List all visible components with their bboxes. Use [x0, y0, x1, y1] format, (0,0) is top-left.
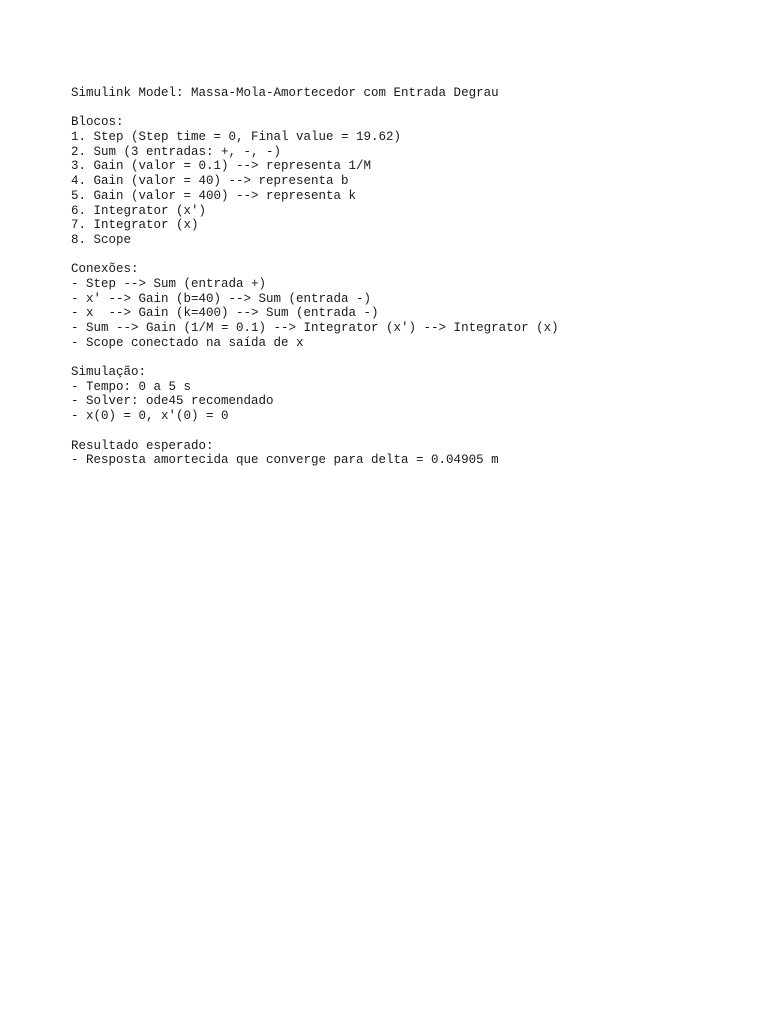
simulation-item: - Tempo: 0 a 5 s	[71, 379, 192, 394]
block-item: 5. Gain (valor = 400) --> representa k	[71, 188, 357, 203]
spacer	[71, 424, 751, 439]
block-item: 3. Gain (valor = 0.1) --> representa 1/M	[71, 159, 372, 174]
result-section	[71, 439, 751, 468]
result-item: - Resposta amortecida que converge para delta = 0.04905 m	[71, 453, 499, 468]
document-page	[71, 86, 751, 468]
result-heading: Resultado esperado:	[71, 438, 214, 453]
spacer	[71, 101, 751, 116]
document-title: Simulink Model: Massa-Mola-Amortecedor com Entrada Degrau	[71, 86, 499, 100]
spacer	[71, 248, 751, 263]
simulation-section	[71, 365, 751, 424]
block-item: 1. Step (Step time = 0, Final value = 19.62)	[71, 130, 402, 145]
block-item: 8. Scope	[71, 232, 132, 247]
block-item: 6. Integrator (x')	[71, 203, 207, 218]
block-item: 2. Sum (3 entradas: +, -, -)	[71, 144, 282, 159]
spacer	[71, 350, 751, 365]
blocks-heading: Blocos:	[71, 115, 124, 130]
simulation-item: - Solver: ode45 recomendado	[71, 394, 274, 409]
connection-item: - Step --> Sum (entrada +)	[71, 276, 267, 291]
block-item: 7. Integrator (x)	[71, 218, 199, 233]
blocks-section	[71, 115, 751, 247]
block-item: 4. Gain (valor = 40) --> representa b	[71, 174, 349, 189]
connection-item: - x' --> Gain (b=40) --> Sum (entrada -)	[71, 291, 372, 306]
connection-item: - Scope conectado na saída de x	[71, 335, 304, 350]
connection-item: - Sum --> Gain (1/M = 0.1) --> Integrator (x') --> Integrator (x)	[71, 321, 559, 335]
simulation-item: - x(0) = 0, x'(0) = 0	[71, 409, 229, 424]
connection-item: - x --> Gain (k=400) --> Sum (entrada -)	[71, 306, 379, 321]
simulation-heading: Simulação:	[71, 365, 147, 380]
connections-heading: Conexões:	[71, 262, 139, 277]
connections-section	[71, 262, 751, 350]
